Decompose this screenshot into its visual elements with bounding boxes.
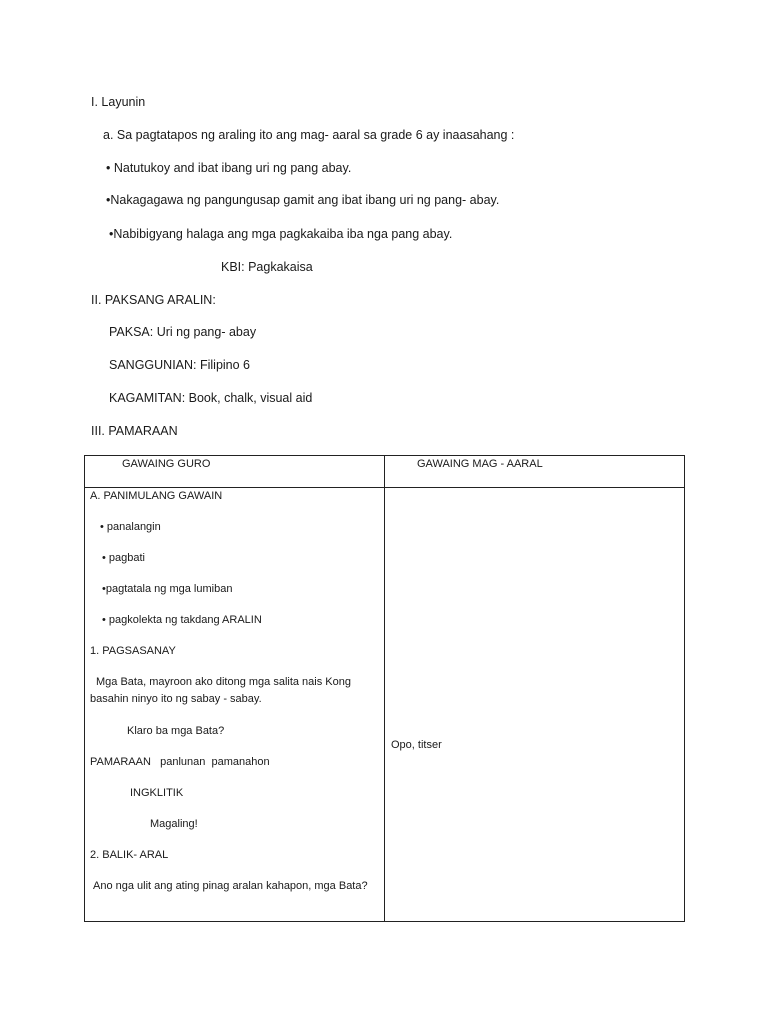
pagsasanay-heading: 1. PAGSASANAY: [90, 645, 176, 657]
balik-aral-heading: 2. BALIK- ARAL: [90, 849, 169, 861]
subject-kagamitan: KAGAMITAN: Book, chalk, visual aid: [109, 391, 313, 405]
table-header-teacher: GAWAING GURO: [122, 458, 211, 470]
method-heading: III. PAMARAAN: [91, 424, 178, 438]
subject-sanggunian: SANGGUNIAN: Filipino 6: [109, 358, 251, 372]
objectives-intro: a. Sa pagtatapos ng araling ito ang mag- aaral sa grade 6 ay inaasahang :: [103, 128, 515, 142]
objective-item-3: •Nabibigyang halaga ang mga pagkakaiba iba nga pang abay.: [109, 227, 453, 241]
activity-pagkolekta: • pagkolekta ng takdang ARALIN: [102, 614, 262, 626]
word-list: PAMARAAN panlunan pamanahon: [90, 756, 270, 768]
section-panimulang-gawain: A. PANIMULANG GAWAIN: [90, 490, 223, 502]
objective-item-1: • Natutukoy and ibat ibang uri ng pang abay.: [106, 161, 352, 175]
subject-paksa: PAKSA: Uri ng pang- abay: [109, 325, 257, 339]
lesson-table: [84, 455, 685, 922]
table-header-student: GAWAING MAG - AARAL: [417, 458, 543, 470]
activity-pagbati: • pagbati: [102, 552, 145, 564]
balik-aral-question: Ano nga ulit ang ating pinag aralan kahapon, mga Bata?: [93, 880, 368, 892]
activity-panalangin: • panalangin: [100, 521, 161, 533]
klaro-question: Klaro ba mga Bata?: [127, 725, 225, 737]
activity-pagtatala: •pagtatala ng mga lumiban: [102, 583, 233, 595]
kbi-value: KBI: Pagkakaisa: [221, 260, 313, 274]
magaling-praise: Magaling!: [150, 818, 198, 830]
subject-heading: II. PAKSANG ARALIN:: [91, 293, 216, 307]
objectives-heading: I. Layunin: [91, 95, 146, 109]
student-response: Opo, titser: [391, 739, 442, 751]
ingklitik-word: INGKLITIK: [130, 787, 184, 799]
pagsasanay-text: Mga Bata, mayroon ako ditong mga salita nais Kong basahin ninyo ito ng sabay - sabay.: [90, 676, 351, 705]
objective-item-2: •Nakagagawa ng pangungusap gamit ang ibat ibang uri ng pang- abay.: [106, 193, 500, 207]
table-column-divider: [384, 456, 385, 921]
